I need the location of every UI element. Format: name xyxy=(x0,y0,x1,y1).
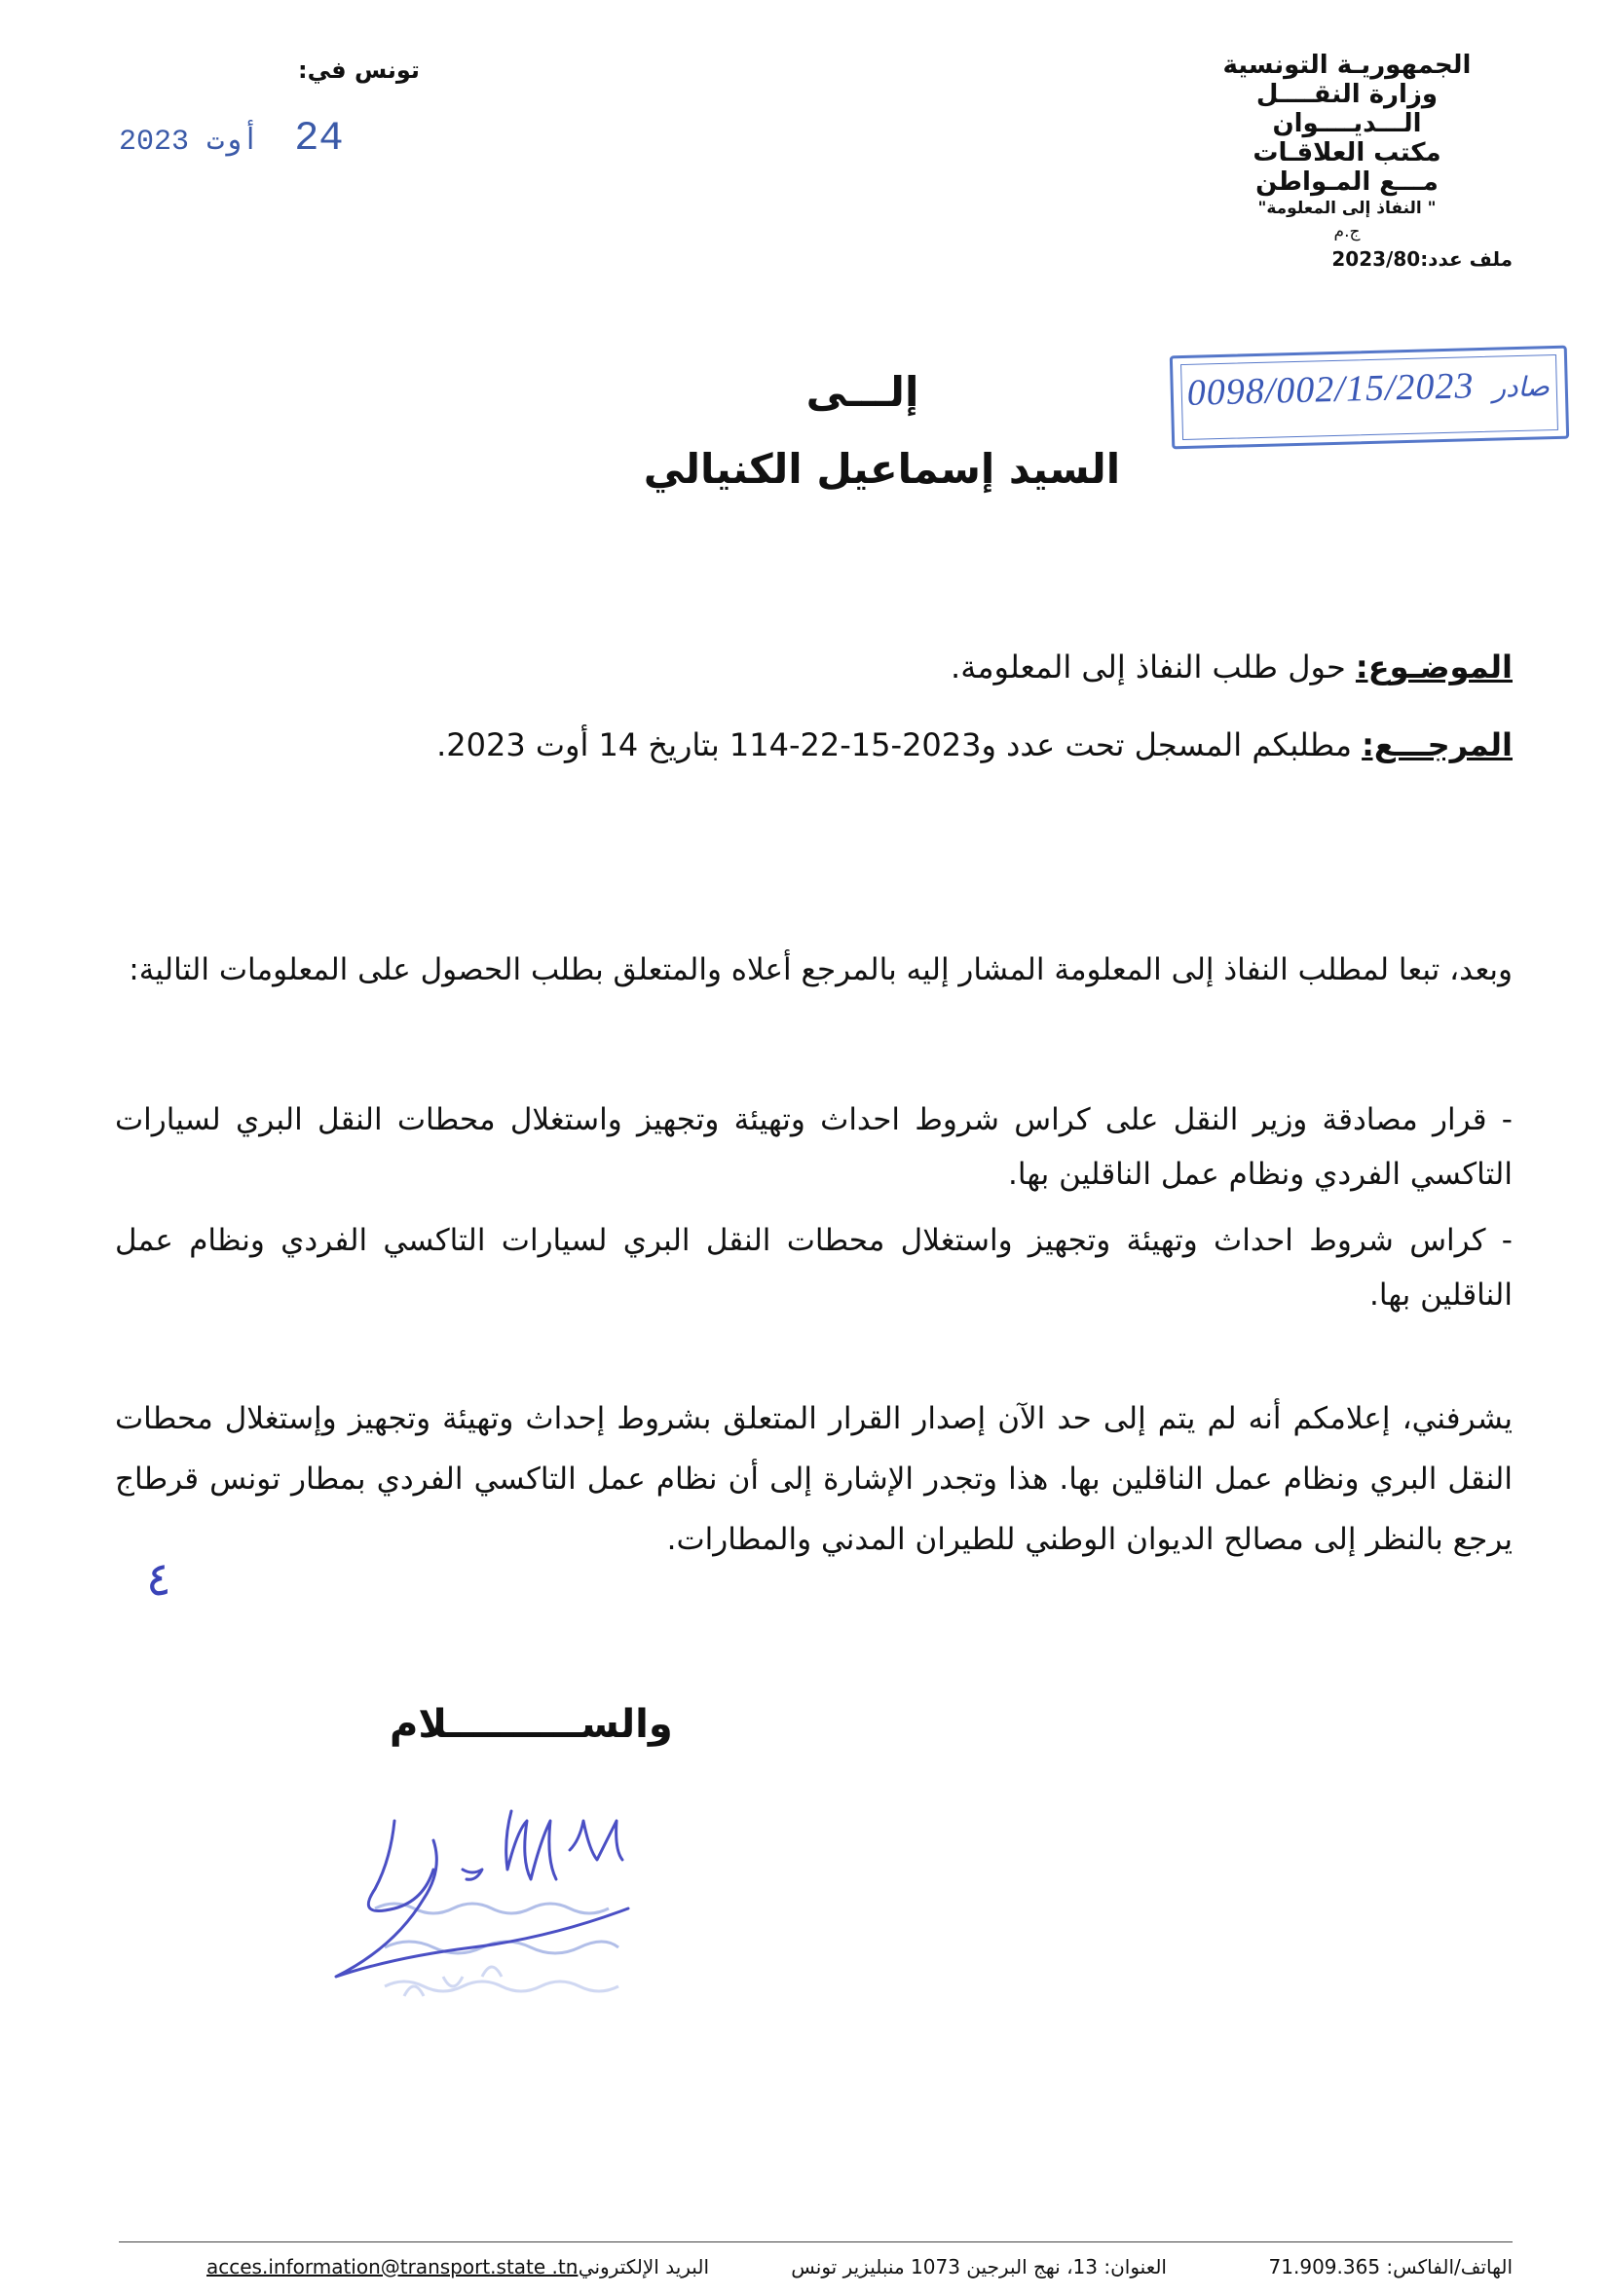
subject-line xyxy=(951,648,1513,685)
footer-address: العنوان: 13، نهج البرجين 1073 منبليزير تونس xyxy=(791,2255,1167,2278)
republic-name: الجمهوريـة التونسية xyxy=(1222,51,1472,80)
closing-salutation: والســــــــــلام xyxy=(390,1702,673,1747)
initials: ج.م xyxy=(1333,222,1361,241)
list-item-2: - كراس شروط احداث وتهيئة وتجهيز واستغلال محطات النقل البري لسيارات التاكسي الفردي ونظام عمل الناقلين بها. xyxy=(115,1223,1513,1313)
footer-divider xyxy=(119,2241,1513,2242)
footer-email-link[interactable]: acces.information@transport.state .tn xyxy=(206,2255,579,2278)
letterhead xyxy=(1181,51,1513,271)
date-stamp xyxy=(119,115,344,162)
footer-email-label: البريد الإلكتروني: xyxy=(572,2255,709,2278)
addressee-name: السيد إسماعيل الكنيالي xyxy=(643,445,1121,493)
addressee-to: إلـــى xyxy=(805,368,919,416)
place-date-label: تونس في: xyxy=(298,56,420,84)
outgoing-label: صادر xyxy=(1492,370,1551,404)
cabinet-name: الـــديــــوان xyxy=(1272,109,1422,138)
access-info-line: " النفاذ إلى المعلومة" xyxy=(1257,199,1437,218)
list-item-1: - قرار مصادقة وزير النقل على كراس شروط احداث وتهيئة وتجهيز واستغلال محطات النقل البري لسيارات التاكسي الفردي ونظام عمل الناقلين بها. xyxy=(115,1102,1513,1192)
addressee-block xyxy=(0,368,1608,493)
signature xyxy=(317,1792,726,2025)
date-stamp-month-year: أوت 2023 xyxy=(119,126,260,159)
date-stamp-day: 24 xyxy=(294,115,344,162)
reference-text: مطلبكم المسجل تحت عدد و2023-15-22-114 بتاريخ 14 أوت 2023. xyxy=(436,726,1363,763)
reference-line xyxy=(436,726,1513,763)
footer-phone: الهاتف/الفاكس: 71.909.365 xyxy=(1268,2255,1513,2278)
office-name: مكتب العلاقـات xyxy=(1253,138,1441,167)
body-main-paragraph: يشرفني، إعلامكم أنه لم يتم إلى حد الآن إصدار القرار المتعلق بشروط إحداث وتهيئة وتجهيز وإستغلال محطات النقل البري ونظام عمل الناقلين بها. هذا وتجدر الإشارة إلى أن نظام عمل التاكسي الفردي بمطار تونس قرطاج يرجع بالنظر إلى مصالح الديوان الوطني للطيران المدني والمطارات. xyxy=(115,1401,1513,1557)
reference-key: المرجـــع: xyxy=(1362,726,1513,763)
with-citizen-line: مـــع المـواطن xyxy=(1255,167,1439,197)
subject-text: حول طلب النفاذ إلى المعلومة. xyxy=(951,648,1356,685)
ministry-name: وزارة النقــــل xyxy=(1255,80,1439,109)
subject-key: الموضـوع: xyxy=(1355,648,1513,685)
body-intro: وبعد، تبعا لمطلب النفاذ إلى المعلومة المشار إليه بالمرجع أعلاه والمتعلق بطلب الحصول على المعلومات التالية: xyxy=(129,952,1513,987)
outgoing-number: 0098/002/15/2023 xyxy=(1186,365,1475,414)
handwritten-margin-mark: ٤ xyxy=(146,1552,171,1607)
file-number: ملف عدد:2023/80 xyxy=(1331,247,1513,271)
